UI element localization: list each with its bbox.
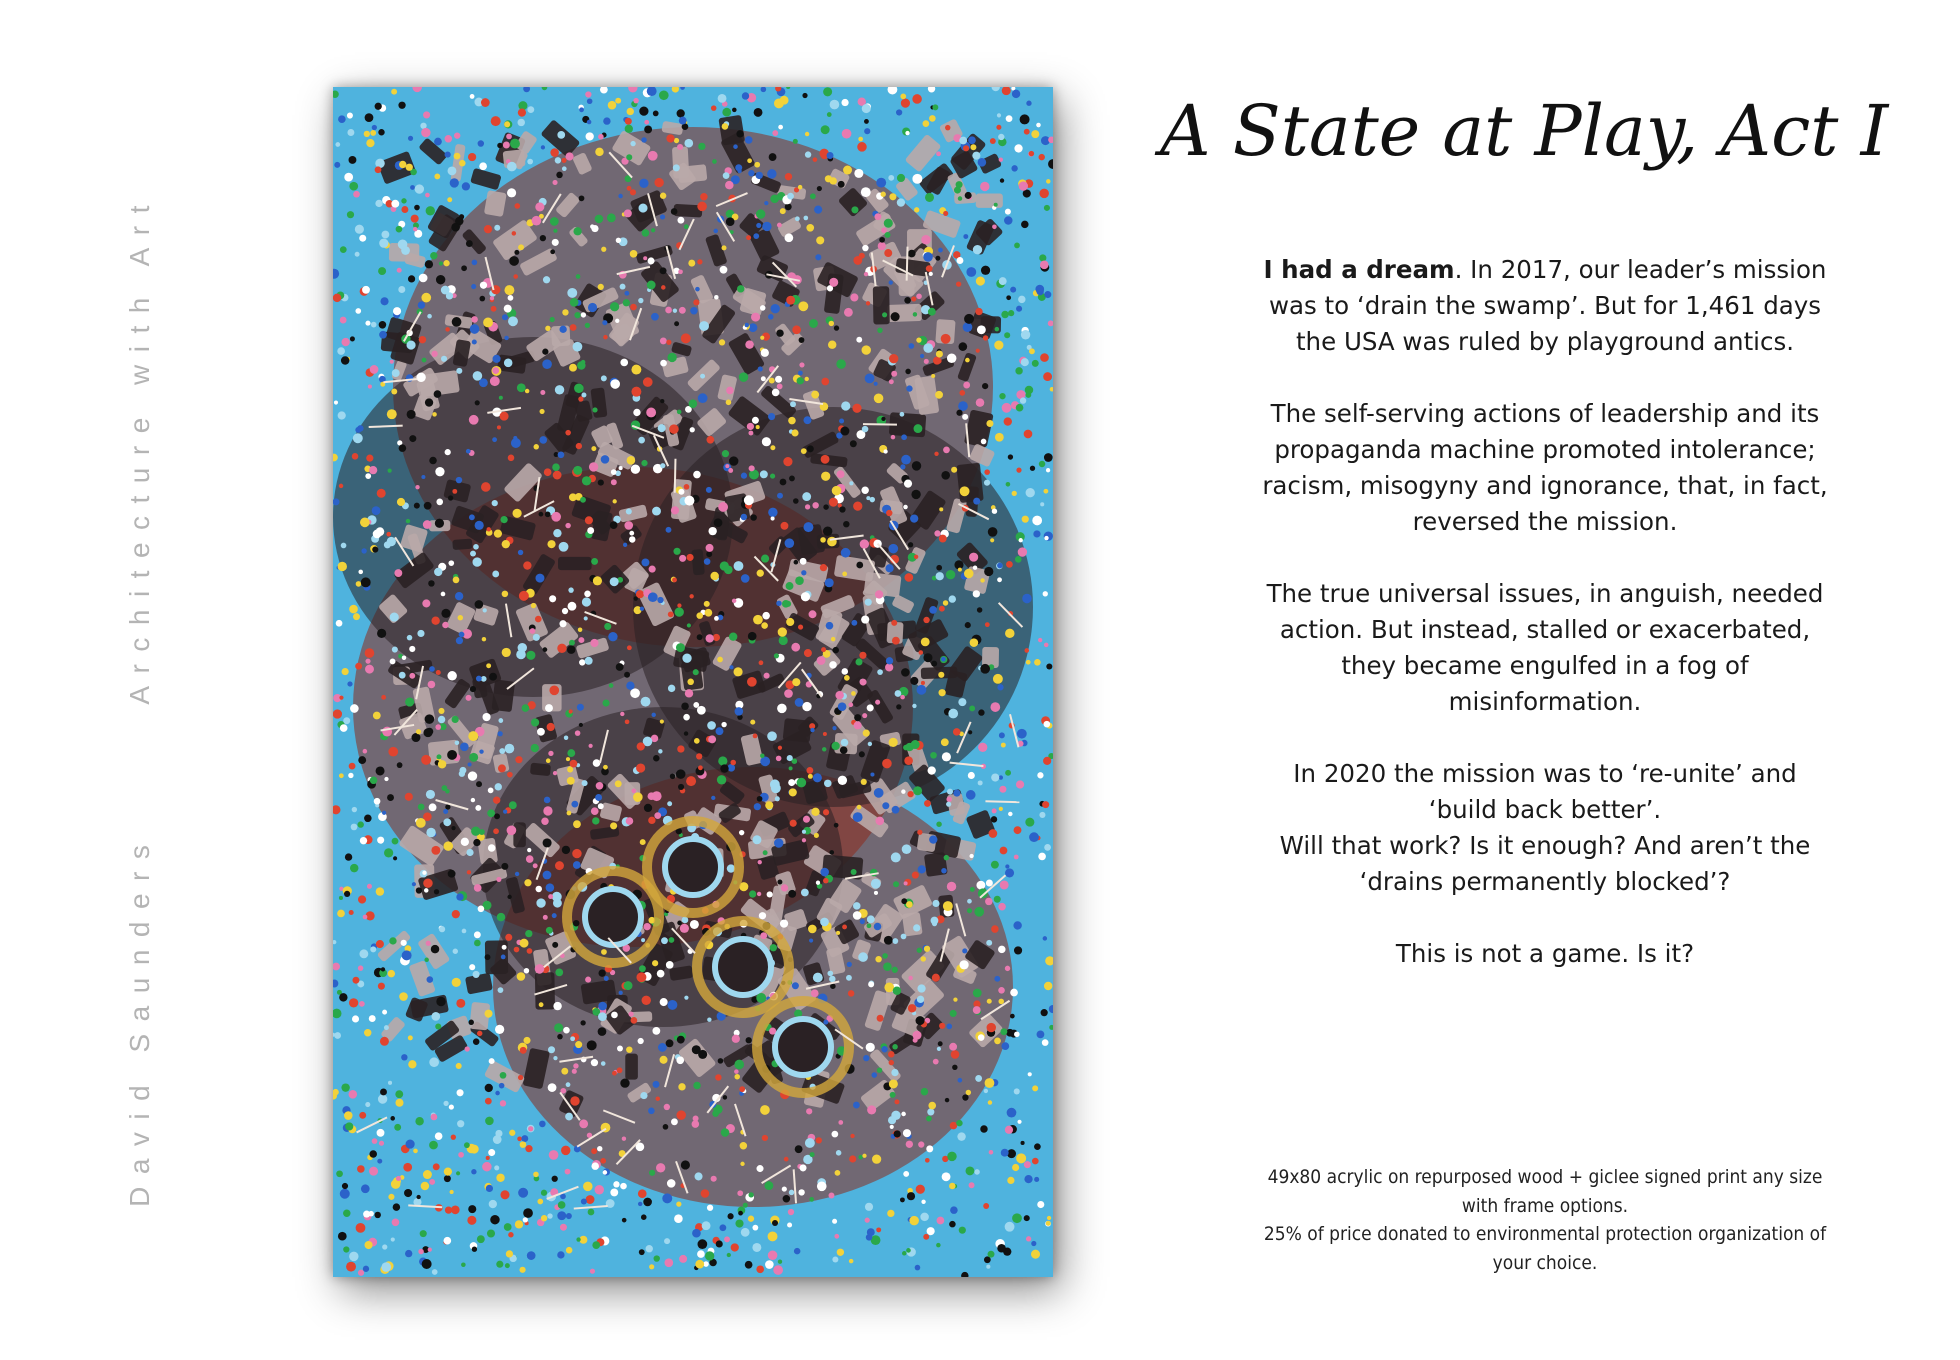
statement-paragraph-1 — [1260, 252, 1830, 360]
painting-canvas — [333, 87, 1053, 1277]
vertical-credit — [124, 193, 156, 1207]
statement-paragraph-4 — [1260, 756, 1830, 900]
statement-paragraph-4-line-1: In 2020 the mission was to ‘re-unite’ and ‘build back better’. — [1293, 759, 1797, 824]
statement-lead-rest: . In 2017, our leader’s mission was to ‘drain the swamp’. But for 1,461 days the USA was ruled by playground antics. — [1268, 255, 1827, 356]
artwork-details — [1260, 1163, 1830, 1277]
statement-lead-bold: I had a dream — [1263, 255, 1455, 284]
statement-paragraph-4-line-2: Will that work? Is it enough? And aren’t the ‘drains permanently blocked’? — [1279, 831, 1811, 896]
statement-paragraph-2: The self-serving actions of leadership and its propaganda machine promoted intolerance; racism, misogyny and ignorance, that, in fact, reversed the mission. — [1262, 399, 1828, 536]
artist-statement — [1260, 252, 1830, 1008]
artist-tagline: Architecture with Art — [124, 193, 155, 705]
artist-name: David Saunders — [124, 832, 155, 1207]
details-line-1: 49x80 acrylic on repurposed wood + giclee signed print any size with frame options. — [1267, 1166, 1823, 1217]
statement-paragraph-3: The true universal issues, in anguish, needed action. But instead, stalled or exacerbated, they became engulfed in a fog of misinformation. — [1266, 579, 1824, 716]
details-line-2: 25% of price donated to environmental protection organization of your choice. — [1263, 1223, 1827, 1274]
statement-closing: This is not a game. Is it? — [1395, 939, 1695, 968]
artwork-title: A State at Play, Act I — [1160, 90, 1889, 172]
painting-image — [333, 87, 1053, 1277]
